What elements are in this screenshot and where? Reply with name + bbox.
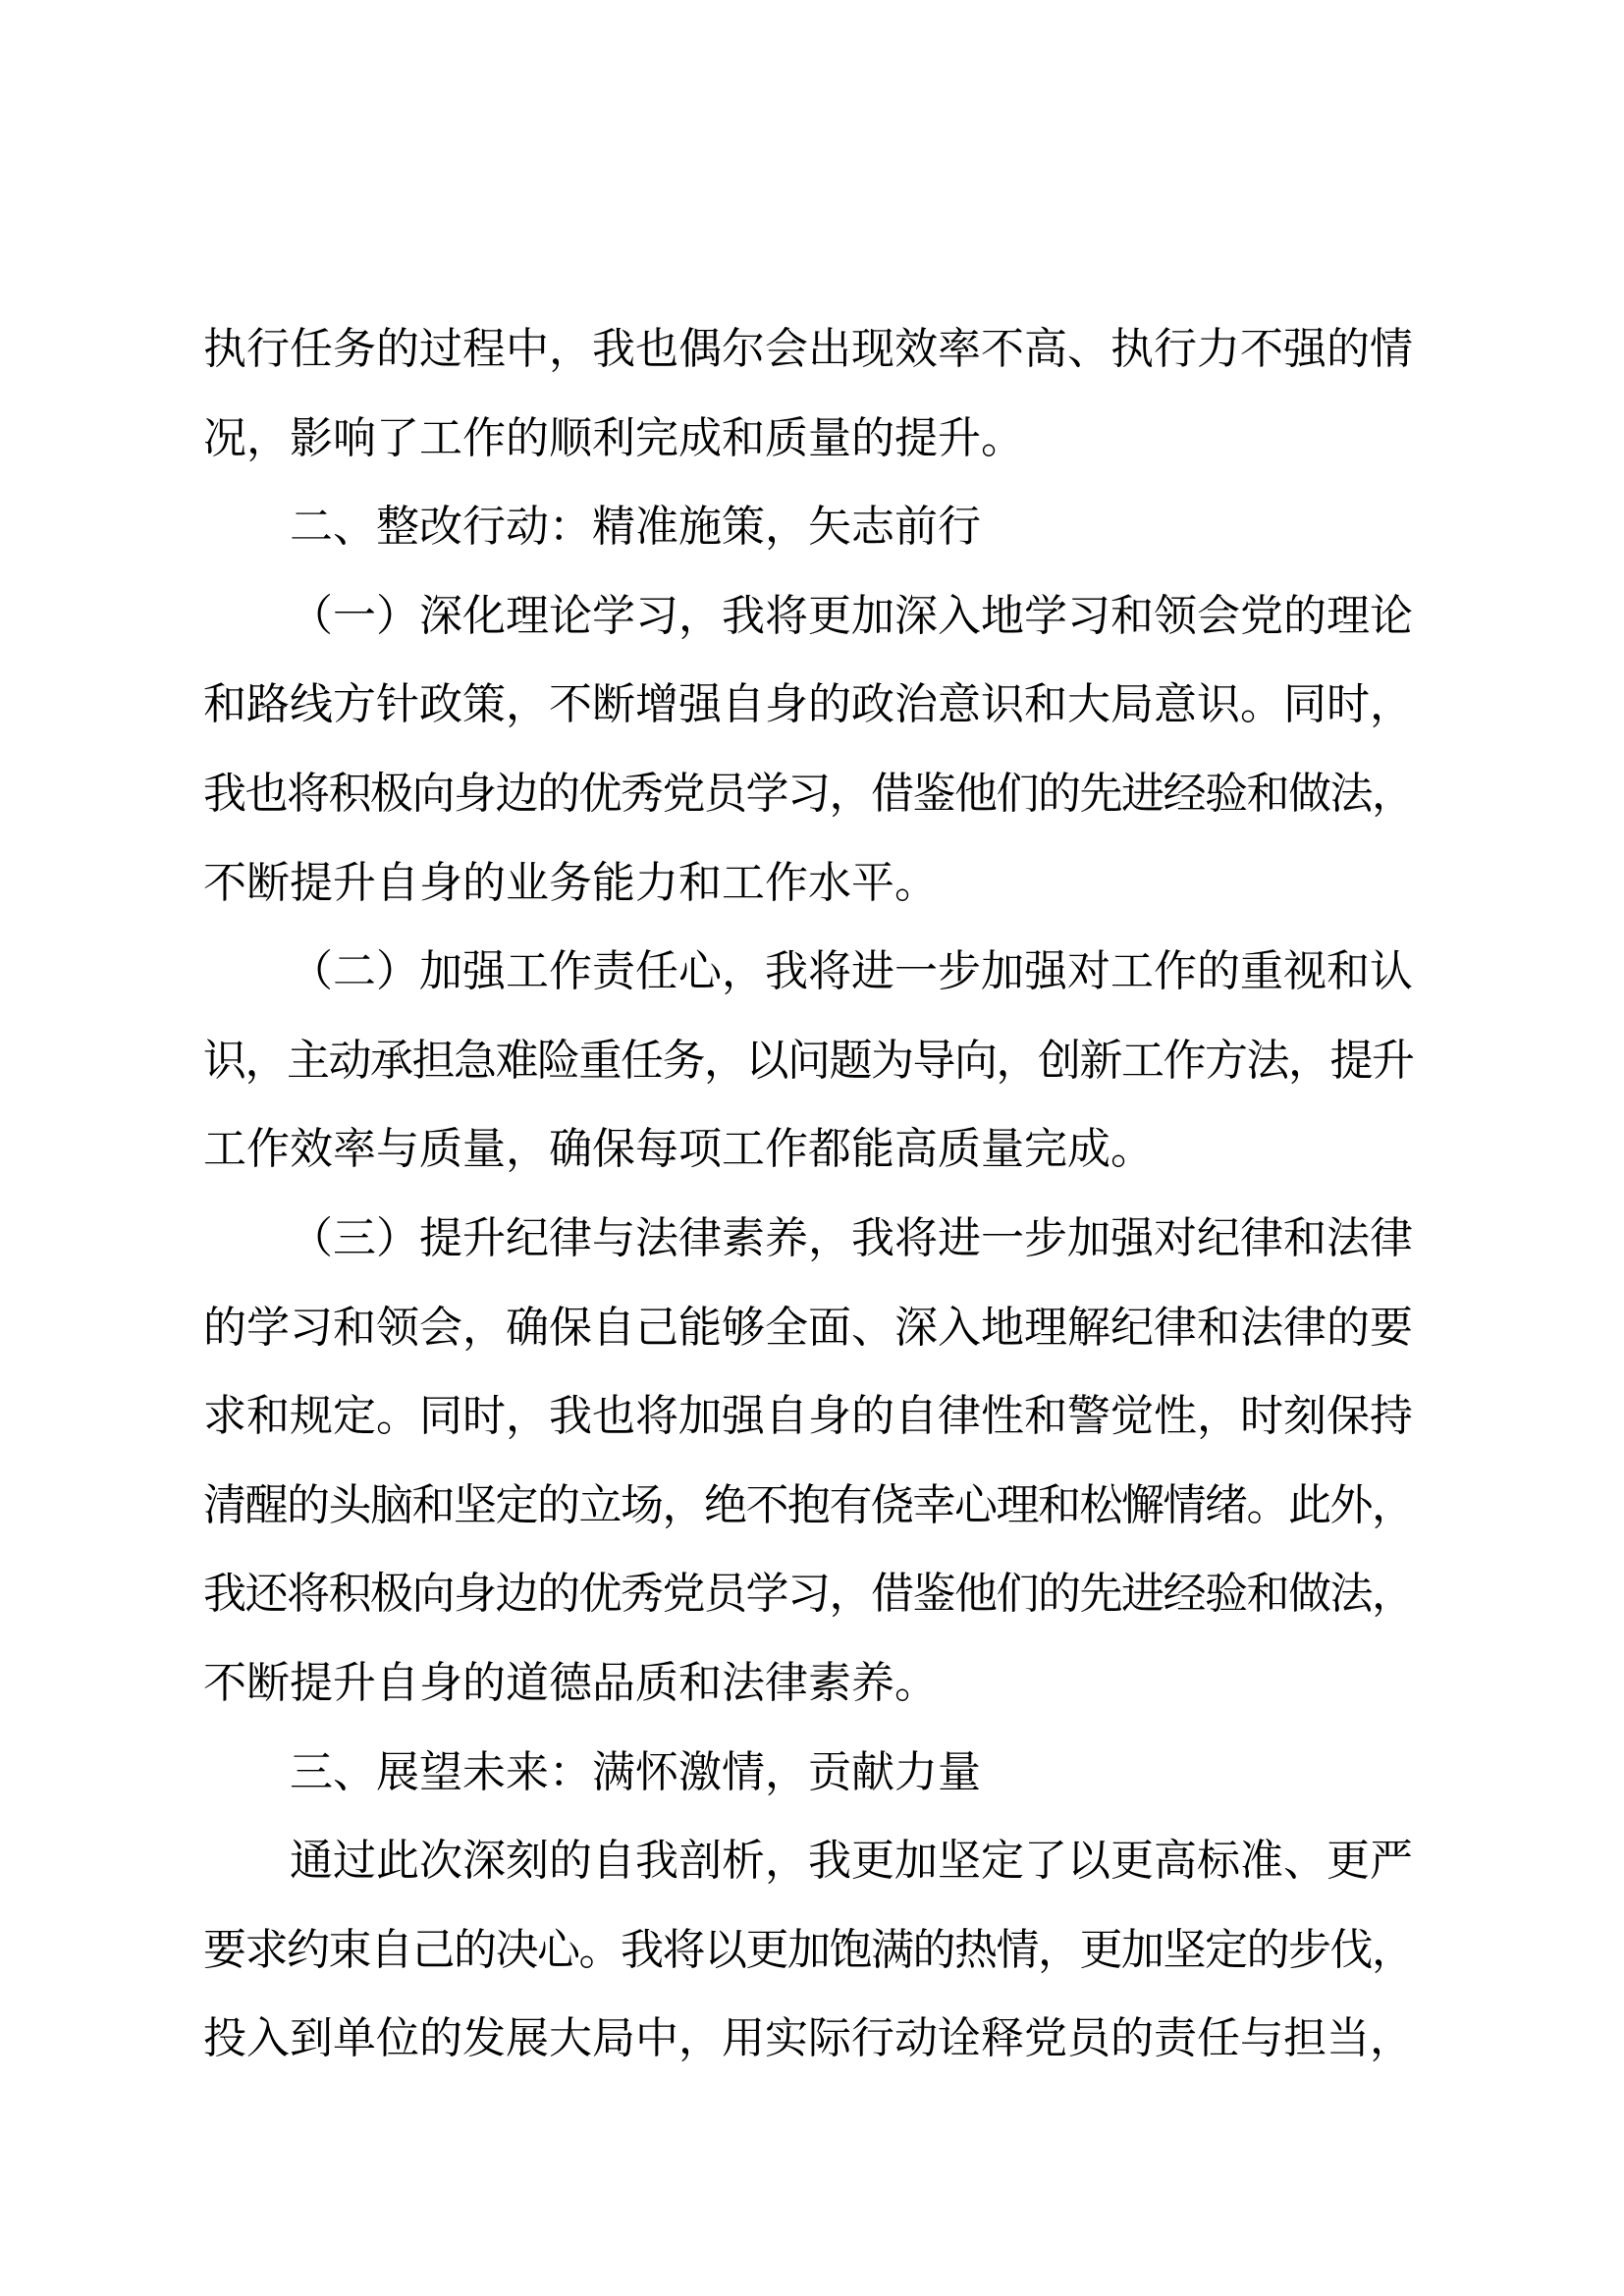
body-line: 清醒的头脑和坚定的立场，绝不抱有侥幸心理和松懈情绪。此外， [203,1480,1414,1529]
section-heading: 二、整改行动：精准施策，矢志前行 [290,503,981,552]
section-heading: 三、展望未来：满怀激情，贡献力量 [290,1747,981,1796]
body-line: （二）加强工作责任心，我将进一步加强对工作的重视和认 [290,947,1413,996]
body-line: 况，影响了工作的顺利完成和质量的提升。 [203,413,1024,462]
body-line: 不断提升自身的道德品质和法律素养。 [203,1658,938,1707]
body-line: 投入到单位的发展大局中，用实际行动诠释党员的责任与担当， [203,2014,1413,2063]
body-line: （一）深化理论学习，我将更加深入地学习和领会党的理论 [290,591,1413,640]
body-line: 通过此次深刻的自我剖析，我更加坚定了以更高标准、更严 [290,1837,1413,1886]
body-line: 工作效率与质量，确保每项工作都能高质量完成。 [203,1125,1154,1174]
body-line: （三）提升纪律与法律素养，我将进一步加强对纪律和法律 [290,1213,1413,1262]
body-line: 求和规定。同时，我也将加强自身的自律性和警觉性，时刻保持 [203,1392,1413,1441]
body-line: 的学习和领会，确保自己能够全面、深入地理解纪律和法律的要 [203,1303,1413,1352]
body-line: 不断提升自身的业务能力和工作水平。 [203,858,938,907]
body-line: 和路线方针政策，不断增强自身的政治意识和大局意识。同时， [203,680,1413,729]
body-line: 识，主动承担急难险重任务，以问题为导向，创新工作方法，提升 [203,1036,1414,1085]
body-line: 我也将积极向身边的优秀党员学习，借鉴他们的先进经验和做法， [203,769,1414,818]
body-line: 要求约束自己的决心。我将以更加饱满的热情，更加坚定的步伐， [203,1925,1414,1974]
document-text-block [203,305,1427,2084]
body-line: 我还将积极向身边的优秀党员学习，借鉴他们的先进经验和做法， [203,1570,1414,1619]
body-line: 执行任务的过程中，我也偶尔会出现效率不高、执行力不强的情 [203,325,1413,373]
